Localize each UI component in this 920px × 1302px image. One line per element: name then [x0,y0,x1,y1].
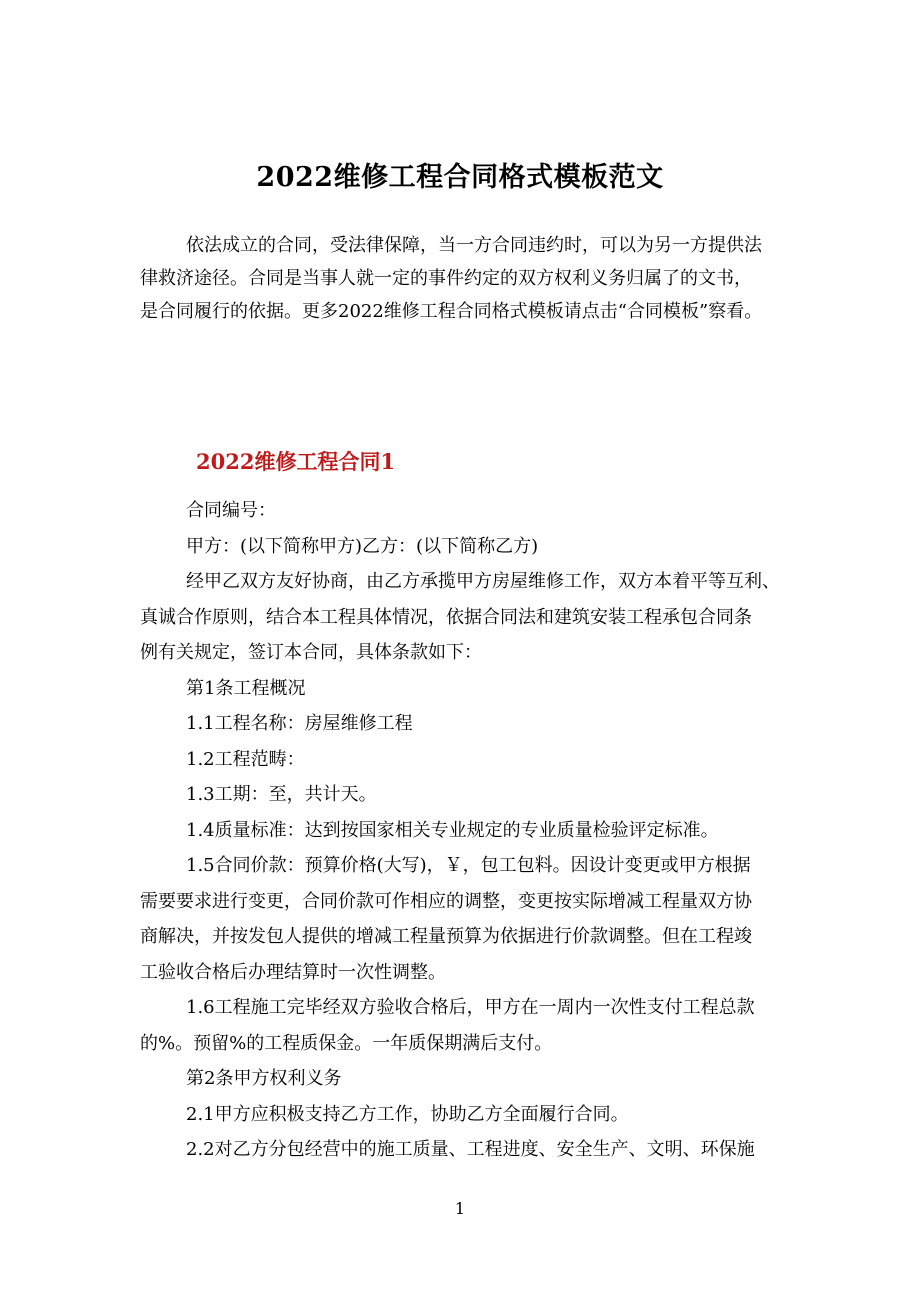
paragraph-line: 1.4质量标准：达到按国家相关专业规定的专业质量检验评定标准。 [186,819,719,841]
paragraph-clause-1-6 [140,990,800,1061]
paragraph-line: 2.2对乙方分包经营中的施工质量、工程进度、安全生产、文明、环保施 [186,1139,755,1160]
paragraph-contract-number [140,493,800,529]
paragraph-clause-1-4 [140,813,800,849]
section-title: 2022维修工程合同1 [196,449,396,474]
page-number: 1 [454,1199,466,1218]
paragraph-line: 真诚合作原则，结合本工程具体情况，依据合同法和建筑安装工程承包合同条 [140,606,752,628]
intro-line: 律救济途径。合同是当事人就一定的事件约定的双方权利义务归属了的文书， [140,268,752,289]
intro-paragraph [140,229,790,328]
contract-body [140,493,800,1168]
paragraph-article-2-heading [140,1061,800,1097]
paragraph-clause-1-3 [140,777,800,813]
paragraph-line: 1.3工期：至，共计天。 [186,784,377,805]
paragraph-clause-1-2 [140,742,800,778]
paragraph-clause-1-1 [140,706,800,742]
paragraph-line: 1.6工程施工完毕经双方验收合格后，甲方在一周内一次性支付工程总款 [186,997,755,1018]
document-title: 2022维修工程合同格式模板范文 [256,162,664,193]
paragraph-line: 第2条甲方权利义务 [186,1068,342,1089]
paragraph-clause-2-1 [140,1097,800,1133]
paragraph-line: 1.1工程名称：房屋维修工程 [186,713,413,734]
paragraph-line: 商解决，并按发包人提供的增减工程量预算为依据进行价款调整。但在工程竣 [140,926,752,947]
paragraph-line: 工验收合格后办理结算时一次性调整。 [140,961,446,983]
paragraph-line: 的%。预留%的工程质保金。一年质保期满后支付。 [140,1032,553,1054]
paragraph-line: 2.1甲方应积极支持乙方工作，协助乙方全面履行合同。 [186,1103,629,1125]
intro-line: 依法成立的合同，受法律保障，当一方合同违约时，可以为另一方提供法 [186,235,762,256]
paragraph-preamble [140,564,800,671]
paragraph-line: 第1条工程概况 [186,677,306,699]
paragraph-line: 甲方：(以下简称甲方)乙方：(以下简称乙方) [186,535,539,557]
paragraph-clause-2-2 [140,1132,800,1168]
paragraph-line: 经甲乙双方友好协商，由乙方承揽甲方房屋维修工作，双方本着平等互利、 [186,571,780,592]
paragraph-line: 例有关规定，签订本合同，具体条款如下： [140,642,482,663]
paragraph-line: 合同编号： [186,500,276,521]
paragraph-line: 1.2工程范畴： [186,748,305,770]
paragraph-parties [140,529,800,565]
intro-line: 是合同履行的依据。更多2022维修工程合同格式模板请点击“合同模板”察看。 [140,301,763,322]
paragraph-clause-1-5 [140,848,800,990]
paragraph-line: 需要要求进行变更，合同价款可作相应的调整，变更按实际增减工程量双方协 [140,890,752,912]
paragraph-line: 1.5合同价款：预算价格(大写)，￥，包工包料。因设计变更或甲方根据 [186,855,751,876]
paragraph-article-1-heading [140,671,800,707]
